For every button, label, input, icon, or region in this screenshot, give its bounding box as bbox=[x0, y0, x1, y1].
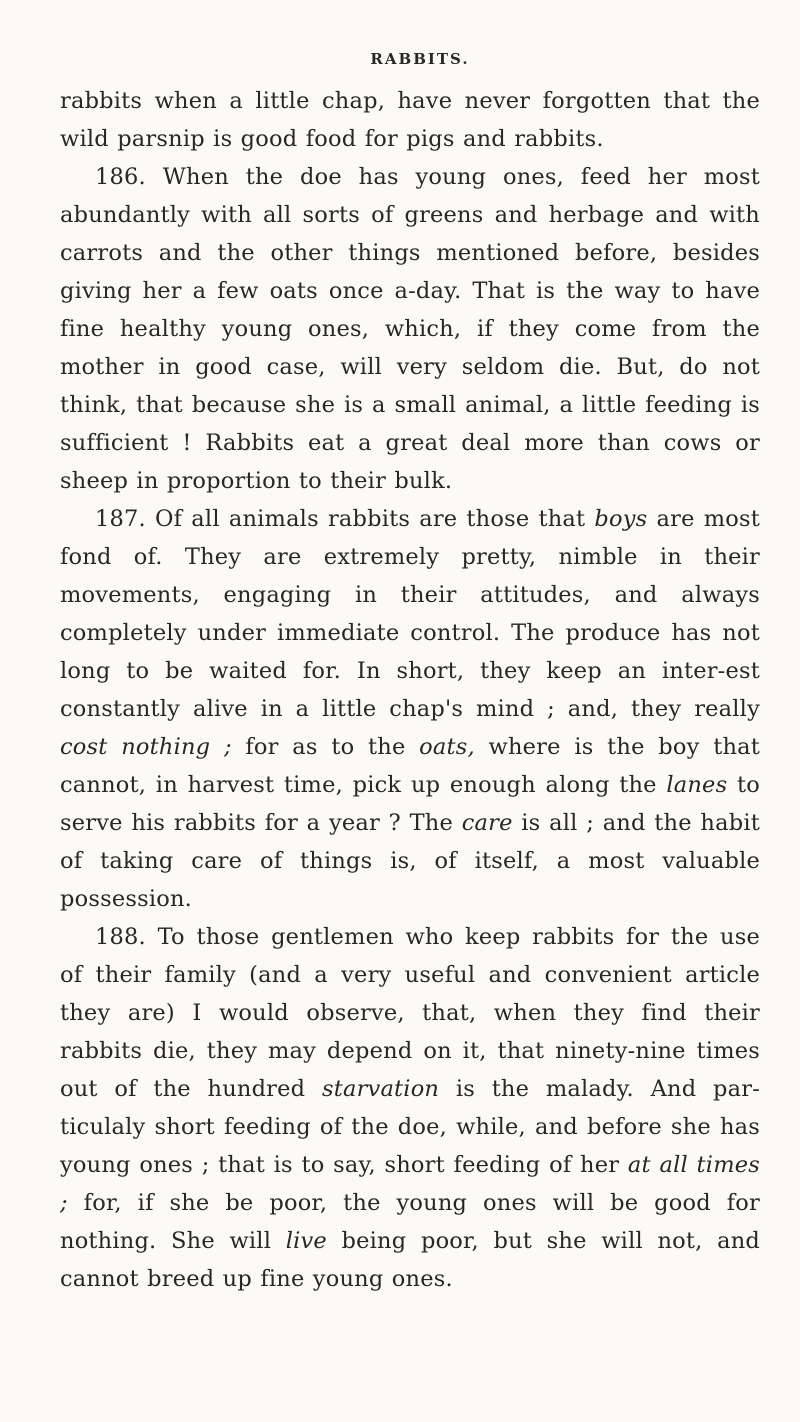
italic-text: at all times ; bbox=[60, 1152, 760, 1216]
paragraph-number: 187. bbox=[95, 506, 146, 532]
text-run: rabbits when a little chap, have never forgotten that the wild parsnip is good food for pigs and rabbits. bbox=[60, 88, 760, 152]
paragraph-188 bbox=[60, 918, 760, 1298]
running-head: RABBITS. bbox=[370, 50, 470, 68]
text-run: for as to the bbox=[231, 734, 420, 760]
italic-text: boys bbox=[594, 506, 648, 532]
text-run: is the malady. And par-ticulaly short feeding of the doe, while, and before she has young ones ; that is to say, short feeding of her bbox=[60, 1076, 761, 1178]
text-run: for, if she be poor, the young ones will be good for nothing. She will bbox=[60, 1190, 760, 1254]
paragraph-number: 186. bbox=[95, 164, 146, 190]
italic-text: care bbox=[461, 810, 513, 836]
text-run: are most fond of. They are extremely pretty, nimble in their movements, engaging in their attitudes, and always completely under immediate control. The produce has not long to be waited for. In short, they keep an inter-est constantly alive in a little chap's mind ; and, they really bbox=[60, 506, 760, 722]
text-run: being poor, but she will not, and cannot breed up fine young ones. bbox=[60, 1228, 761, 1292]
paragraph-continuation bbox=[60, 82, 760, 158]
text-run: To those gentlemen who keep rabbits for the use of their family (and a very useful and convenient article they are) I would observe, that, when they find their rabbits die, they may depend on it, that ninety-nine times out of the hundred bbox=[60, 924, 760, 1102]
italic-text: starvation bbox=[321, 1076, 440, 1102]
italic-text: live bbox=[285, 1228, 327, 1254]
italic-text: lanes bbox=[666, 772, 728, 798]
body-text bbox=[60, 82, 760, 1298]
book-page bbox=[60, 50, 760, 1298]
italic-text: cost nothing ; bbox=[60, 734, 232, 760]
text-run: to serve his rabbits for a year ? The bbox=[60, 772, 760, 836]
text-run: Of all animals rabbits are those that bbox=[145, 506, 595, 532]
paragraph-187 bbox=[60, 500, 760, 918]
italic-text: oats, bbox=[419, 734, 475, 760]
text-run: When the doe has young ones, feed her most abundantly with all sorts of greens and herbage and with carrots and the other things mentioned before, besides giving her a few oats once a-day. That is the way to have fine healthy young ones, which, if they come from the mother in good case, will very seldom die. But, do not think, that because she is a small animal, a little feeding is sufficient ! Rabbits eat a great deal more than cows or sheep in proportion to their bulk. bbox=[60, 164, 760, 494]
paragraph-186 bbox=[60, 158, 760, 500]
paragraph-number: 188. bbox=[95, 924, 146, 950]
text-run: is all ; and the habit of taking care of things is, of itself, a most valuable possession. bbox=[60, 810, 760, 912]
text-run: where is the boy that cannot, in harvest time, pick up enough along the bbox=[60, 734, 760, 798]
